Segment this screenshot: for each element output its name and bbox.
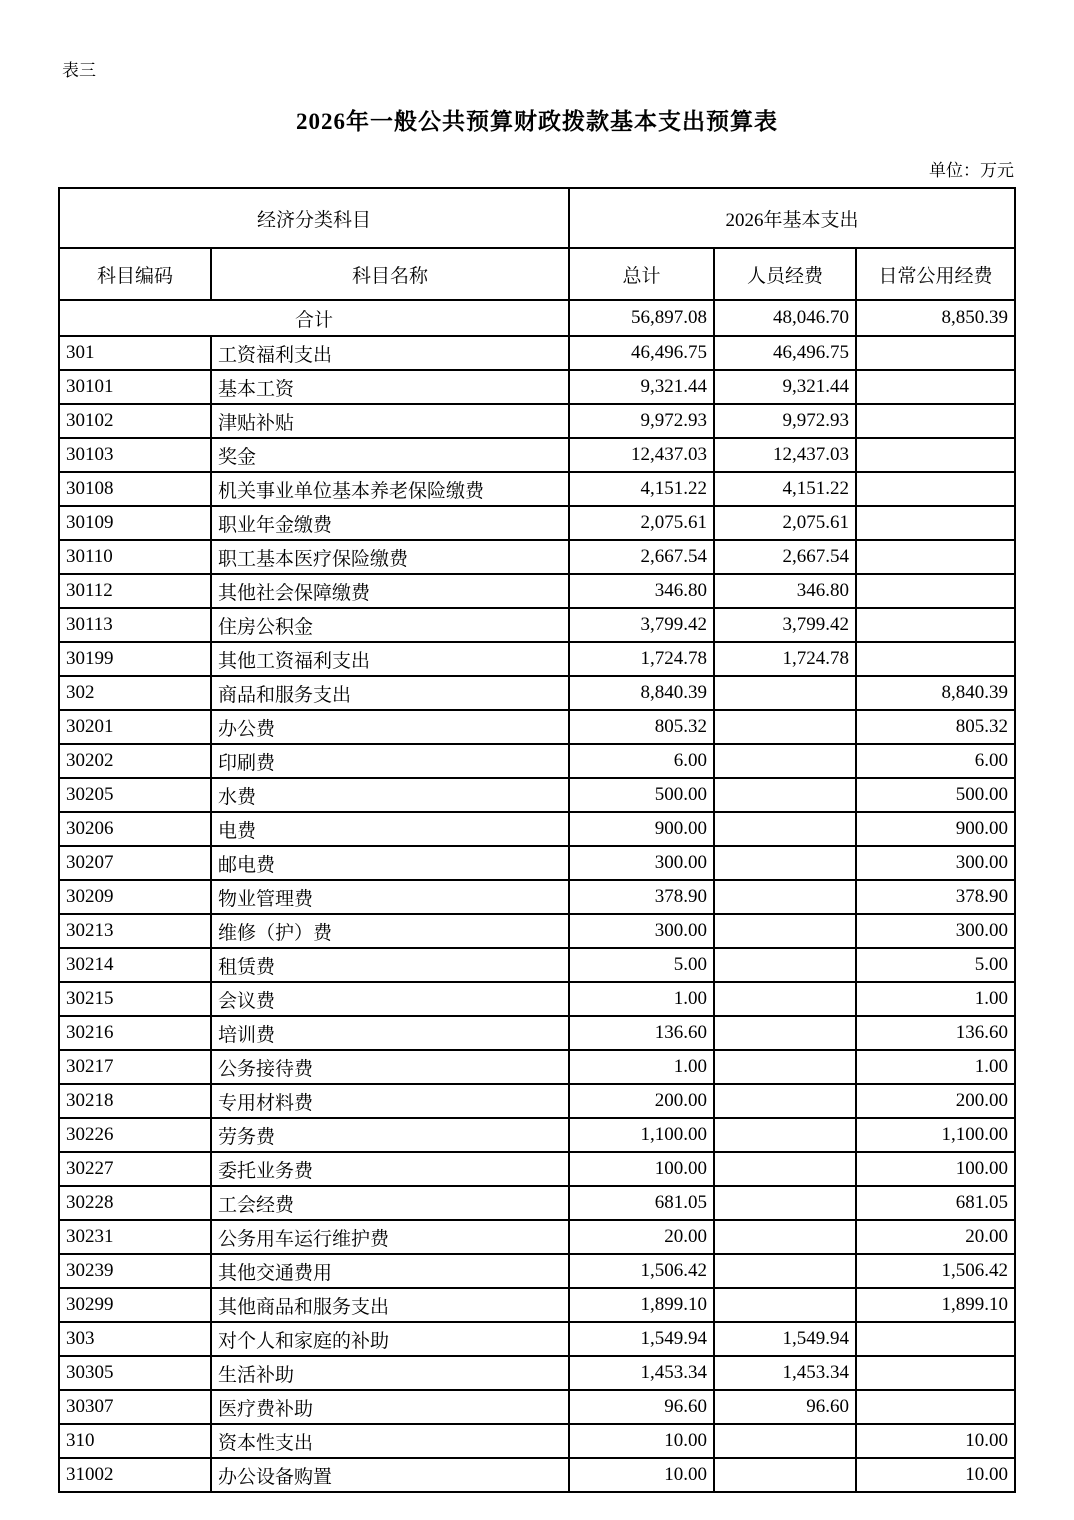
cell-personnel-expense: 1,549.94	[714, 1322, 856, 1356]
cell-subject-name: 机关事业单位基本养老保险缴费	[211, 472, 569, 506]
cell-personnel-expense	[714, 744, 856, 778]
cell-subject-code: 30201	[59, 710, 211, 744]
cell-daily-public-expense: 20.00	[856, 1220, 1015, 1254]
cell-subject-name: 委托业务费	[211, 1152, 569, 1186]
cell-subject-code: 30217	[59, 1050, 211, 1084]
cell-subject-code: 30215	[59, 982, 211, 1016]
cell-subject-code: 30216	[59, 1016, 211, 1050]
table-row	[59, 1356, 1015, 1390]
table-row	[59, 948, 1015, 982]
cell-subject-code: 30226	[59, 1118, 211, 1152]
cell-daily-public-expense: 1,100.00	[856, 1118, 1015, 1152]
cell-personnel-expense	[714, 948, 856, 982]
cell-personnel-expense	[714, 1016, 856, 1050]
cell-subject-code: 30227	[59, 1152, 211, 1186]
cell-total: 20.00	[569, 1220, 714, 1254]
cell-personnel-expense	[714, 982, 856, 1016]
cell-subject-code: 30109	[59, 506, 211, 540]
cell-total: 500.00	[569, 778, 714, 812]
total-daily: 8,850.39	[856, 300, 1015, 336]
cell-personnel-expense: 4,151.22	[714, 472, 856, 506]
cell-total: 9,972.93	[569, 404, 714, 438]
cell-personnel-expense	[714, 1152, 856, 1186]
cell-subject-name: 印刷费	[211, 744, 569, 778]
cell-subject-code: 30113	[59, 608, 211, 642]
cell-personnel-expense	[714, 1424, 856, 1458]
cell-subject-name: 公务接待费	[211, 1050, 569, 1084]
cell-daily-public-expense: 8,840.39	[856, 676, 1015, 710]
cell-subject-code: 30213	[59, 914, 211, 948]
cell-subject-name: 专用材料费	[211, 1084, 569, 1118]
table-row	[59, 472, 1015, 506]
cell-subject-name: 其他社会保障缴费	[211, 574, 569, 608]
table-row	[59, 880, 1015, 914]
cell-subject-code: 30207	[59, 846, 211, 880]
cell-total: 346.80	[569, 574, 714, 608]
header-economic-classification: 经济分类科目	[59, 188, 569, 248]
cell-daily-public-expense	[856, 574, 1015, 608]
cell-subject-code: 30102	[59, 404, 211, 438]
cell-daily-public-expense: 136.60	[856, 1016, 1015, 1050]
cell-total: 378.90	[569, 880, 714, 914]
page-tag: 表三	[62, 61, 96, 80]
cell-subject-code: 30108	[59, 472, 211, 506]
cell-daily-public-expense	[856, 472, 1015, 506]
cell-subject-code: 30305	[59, 1356, 211, 1390]
cell-subject-code: 301	[59, 336, 211, 370]
cell-personnel-expense	[714, 1186, 856, 1220]
cell-total: 10.00	[569, 1458, 714, 1492]
total-label: 合计	[59, 300, 569, 336]
cell-subject-code: 30202	[59, 744, 211, 778]
cell-daily-public-expense: 681.05	[856, 1186, 1015, 1220]
table-row	[59, 1288, 1015, 1322]
table-row	[59, 608, 1015, 642]
header-col-personnel: 人员经费	[714, 248, 856, 300]
cell-subject-code: 310	[59, 1424, 211, 1458]
cell-personnel-expense	[714, 1084, 856, 1118]
cell-subject-code: 30307	[59, 1390, 211, 1424]
cell-daily-public-expense: 378.90	[856, 880, 1015, 914]
cell-subject-name: 生活补助	[211, 1356, 569, 1390]
table-row	[59, 1322, 1015, 1356]
cell-personnel-expense: 9,321.44	[714, 370, 856, 404]
cell-subject-name: 电费	[211, 812, 569, 846]
cell-daily-public-expense	[856, 1356, 1015, 1390]
cell-subject-code: 30110	[59, 540, 211, 574]
cell-personnel-expense: 2,075.61	[714, 506, 856, 540]
cell-daily-public-expense	[856, 608, 1015, 642]
cell-daily-public-expense	[856, 642, 1015, 676]
cell-daily-public-expense	[856, 1322, 1015, 1356]
cell-total: 3,799.42	[569, 608, 714, 642]
cell-total: 805.32	[569, 710, 714, 744]
cell-total: 136.60	[569, 1016, 714, 1050]
table-row	[59, 676, 1015, 710]
cell-subject-name: 职工基本医疗保险缴费	[211, 540, 569, 574]
cell-total: 300.00	[569, 914, 714, 948]
table-row	[59, 336, 1015, 370]
table-row	[59, 540, 1015, 574]
table-row	[59, 914, 1015, 948]
cell-subject-name: 培训费	[211, 1016, 569, 1050]
cell-personnel-expense	[714, 710, 856, 744]
cell-total: 1.00	[569, 982, 714, 1016]
cell-total: 96.60	[569, 1390, 714, 1424]
table-row	[59, 1254, 1015, 1288]
cell-total: 1,453.34	[569, 1356, 714, 1390]
cell-personnel-expense	[714, 812, 856, 846]
cell-total: 1,549.94	[569, 1322, 714, 1356]
cell-personnel-expense	[714, 1118, 856, 1152]
cell-subject-name: 津贴补贴	[211, 404, 569, 438]
budget-table	[58, 187, 1016, 1493]
cell-subject-code: 30206	[59, 812, 211, 846]
table-row	[59, 438, 1015, 472]
table-row	[59, 982, 1015, 1016]
cell-daily-public-expense	[856, 336, 1015, 370]
header-col-daily: 日常公用经费	[856, 248, 1015, 300]
cell-subject-code: 30231	[59, 1220, 211, 1254]
cell-subject-name: 其他交通费用	[211, 1254, 569, 1288]
cell-daily-public-expense: 10.00	[856, 1458, 1015, 1492]
cell-personnel-expense	[714, 1458, 856, 1492]
cell-subject-code: 30299	[59, 1288, 211, 1322]
cell-personnel-expense: 12,437.03	[714, 438, 856, 472]
cell-total: 1,100.00	[569, 1118, 714, 1152]
cell-subject-name: 公务用车运行维护费	[211, 1220, 569, 1254]
cell-daily-public-expense	[856, 506, 1015, 540]
table-row	[59, 1084, 1015, 1118]
cell-subject-code: 30218	[59, 1084, 211, 1118]
cell-subject-name: 邮电费	[211, 846, 569, 880]
cell-total: 12,437.03	[569, 438, 714, 472]
cell-subject-name: 基本工资	[211, 370, 569, 404]
cell-subject-code: 30103	[59, 438, 211, 472]
cell-daily-public-expense: 200.00	[856, 1084, 1015, 1118]
table-row	[59, 370, 1015, 404]
cell-daily-public-expense: 1,899.10	[856, 1288, 1015, 1322]
cell-total: 8,840.39	[569, 676, 714, 710]
cell-subject-name: 医疗费补助	[211, 1390, 569, 1424]
table-row	[59, 506, 1015, 540]
cell-daily-public-expense: 805.32	[856, 710, 1015, 744]
cell-total: 1,506.42	[569, 1254, 714, 1288]
cell-total: 1,724.78	[569, 642, 714, 676]
cell-personnel-expense: 2,667.54	[714, 540, 856, 574]
cell-total: 6.00	[569, 744, 714, 778]
cell-personnel-expense	[714, 1254, 856, 1288]
table-row	[59, 1458, 1015, 1492]
cell-total: 9,321.44	[569, 370, 714, 404]
cell-personnel-expense	[714, 1050, 856, 1084]
header-columns-row	[59, 248, 1015, 300]
cell-personnel-expense: 46,496.75	[714, 336, 856, 370]
cell-subject-name: 办公费	[211, 710, 569, 744]
cell-daily-public-expense: 300.00	[856, 914, 1015, 948]
header-group-row	[59, 188, 1015, 248]
cell-total: 2,667.54	[569, 540, 714, 574]
cell-total: 46,496.75	[569, 336, 714, 370]
header-col-total: 总计	[569, 248, 714, 300]
cell-personnel-expense: 346.80	[714, 574, 856, 608]
cell-subject-code: 30209	[59, 880, 211, 914]
cell-subject-code: 30228	[59, 1186, 211, 1220]
cell-subject-name: 租赁费	[211, 948, 569, 982]
cell-personnel-expense	[714, 778, 856, 812]
cell-daily-public-expense	[856, 438, 1015, 472]
cell-subject-code: 31002	[59, 1458, 211, 1492]
cell-subject-code: 30205	[59, 778, 211, 812]
cell-personnel-expense	[714, 880, 856, 914]
cell-daily-public-expense: 10.00	[856, 1424, 1015, 1458]
cell-total: 900.00	[569, 812, 714, 846]
cell-subject-name: 工资福利支出	[211, 336, 569, 370]
cell-daily-public-expense: 500.00	[856, 778, 1015, 812]
total-total: 56,897.08	[569, 300, 714, 336]
cell-subject-name: 其他工资福利支出	[211, 642, 569, 676]
cell-personnel-expense: 96.60	[714, 1390, 856, 1424]
table-row	[59, 1016, 1015, 1050]
cell-daily-public-expense: 1.00	[856, 982, 1015, 1016]
cell-subject-name: 对个人和家庭的补助	[211, 1322, 569, 1356]
cell-subject-name: 职业年金缴费	[211, 506, 569, 540]
cell-personnel-expense	[714, 1220, 856, 1254]
cell-daily-public-expense: 1,506.42	[856, 1254, 1015, 1288]
table-row	[59, 778, 1015, 812]
cell-subject-code: 30199	[59, 642, 211, 676]
unit-note: 单位：万元	[929, 161, 1014, 180]
cell-subject-name: 住房公积金	[211, 608, 569, 642]
table-row	[59, 710, 1015, 744]
table-row	[59, 404, 1015, 438]
total-row	[59, 300, 1015, 336]
cell-subject-name: 工会经费	[211, 1186, 569, 1220]
table-row	[59, 812, 1015, 846]
page-title: 2026年一般公共预算财政拨款基本支出预算表	[296, 109, 778, 134]
cell-personnel-expense	[714, 676, 856, 710]
table-row	[59, 1424, 1015, 1458]
cell-total: 1.00	[569, 1050, 714, 1084]
cell-daily-public-expense: 300.00	[856, 846, 1015, 880]
table-row	[59, 1050, 1015, 1084]
cell-subject-code: 303	[59, 1322, 211, 1356]
cell-daily-public-expense: 100.00	[856, 1152, 1015, 1186]
header-col-code: 科目编码	[59, 248, 211, 300]
cell-subject-name: 劳务费	[211, 1118, 569, 1152]
cell-subject-name: 水费	[211, 778, 569, 812]
table-row	[59, 1390, 1015, 1424]
table-row	[59, 642, 1015, 676]
cell-subject-code: 30101	[59, 370, 211, 404]
table-row	[59, 574, 1015, 608]
table-row	[59, 1118, 1015, 1152]
cell-daily-public-expense	[856, 1390, 1015, 1424]
cell-daily-public-expense	[856, 540, 1015, 574]
cell-subject-name: 物业管理费	[211, 880, 569, 914]
cell-personnel-expense: 3,799.42	[714, 608, 856, 642]
cell-subject-name: 办公设备购置	[211, 1458, 569, 1492]
table-row	[59, 846, 1015, 880]
cell-subject-name: 奖金	[211, 438, 569, 472]
table-row	[59, 1152, 1015, 1186]
cell-personnel-expense	[714, 846, 856, 880]
cell-total: 10.00	[569, 1424, 714, 1458]
cell-personnel-expense	[714, 914, 856, 948]
header-col-name: 科目名称	[211, 248, 569, 300]
table-body	[59, 300, 1015, 1492]
cell-daily-public-expense: 6.00	[856, 744, 1015, 778]
cell-personnel-expense	[714, 1288, 856, 1322]
table-row	[59, 744, 1015, 778]
cell-personnel-expense: 1,453.34	[714, 1356, 856, 1390]
cell-subject-code: 30214	[59, 948, 211, 982]
table-row	[59, 1186, 1015, 1220]
cell-daily-public-expense: 5.00	[856, 948, 1015, 982]
cell-total: 300.00	[569, 846, 714, 880]
cell-daily-public-expense	[856, 370, 1015, 404]
total-personnel: 48,046.70	[714, 300, 856, 336]
cell-total: 2,075.61	[569, 506, 714, 540]
cell-total: 100.00	[569, 1152, 714, 1186]
cell-daily-public-expense: 900.00	[856, 812, 1015, 846]
cell-subject-code: 302	[59, 676, 211, 710]
cell-subject-name: 其他商品和服务支出	[211, 1288, 569, 1322]
cell-personnel-expense: 1,724.78	[714, 642, 856, 676]
cell-personnel-expense: 9,972.93	[714, 404, 856, 438]
cell-total: 4,151.22	[569, 472, 714, 506]
header-basic-expenditure: 2026年基本支出	[569, 188, 1015, 248]
cell-total: 681.05	[569, 1186, 714, 1220]
cell-subject-name: 资本性支出	[211, 1424, 569, 1458]
cell-total: 1,899.10	[569, 1288, 714, 1322]
cell-subject-name: 商品和服务支出	[211, 676, 569, 710]
cell-subject-name: 会议费	[211, 982, 569, 1016]
cell-subject-code: 30239	[59, 1254, 211, 1288]
cell-subject-code: 30112	[59, 574, 211, 608]
table-row	[59, 1220, 1015, 1254]
cell-total: 200.00	[569, 1084, 714, 1118]
cell-daily-public-expense	[856, 404, 1015, 438]
cell-daily-public-expense: 1.00	[856, 1050, 1015, 1084]
cell-subject-name: 维修（护）费	[211, 914, 569, 948]
cell-total: 5.00	[569, 948, 714, 982]
